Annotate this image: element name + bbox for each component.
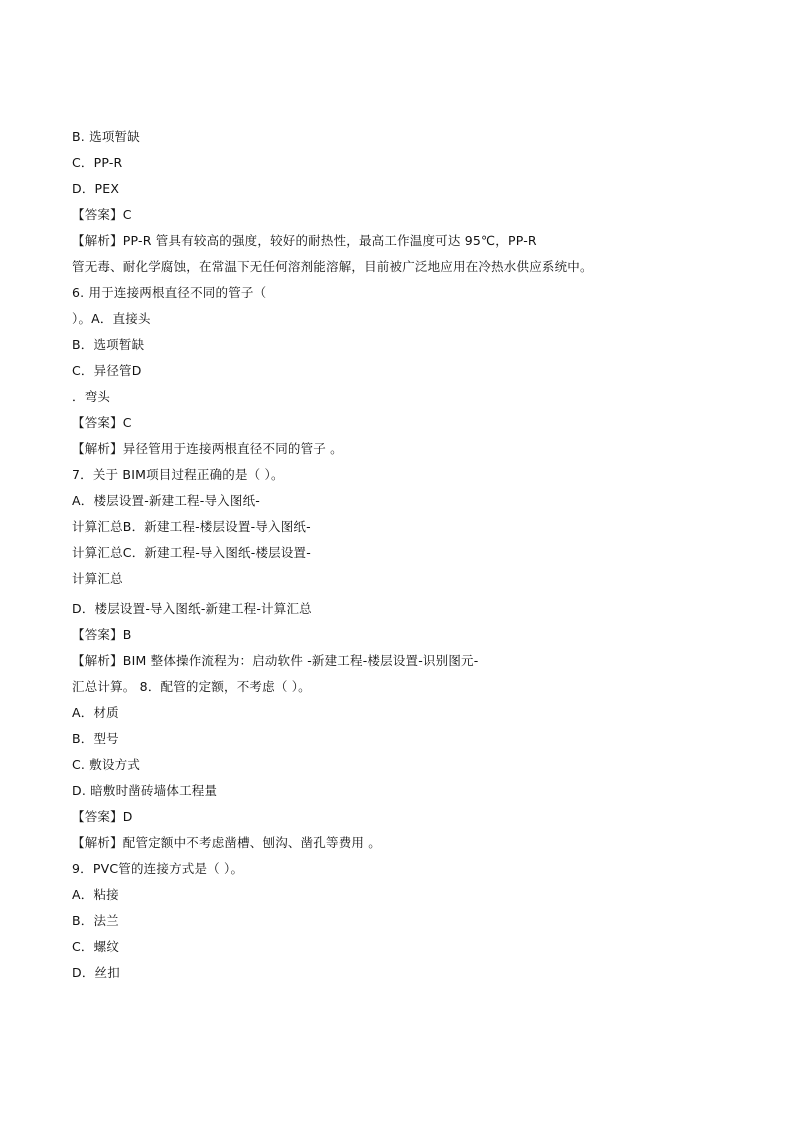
option-b-line: 计算汇总B．新建工程-楼层设置-导入图纸- [72,519,311,534]
option-b-line: B．法兰 [72,913,119,928]
option-a-line: ）。A．直接头 [72,311,151,326]
option-continuation-line: 计算汇总 [72,571,123,586]
question-9-line: 9．PVC管的连接方式是（ ）。 [72,861,244,876]
option-b-line: B．选项暂缺 [72,337,145,352]
option-a-line: A．楼层设置-新建工程-导入图纸- [72,493,260,508]
answer-line: 【答案】C [72,415,132,430]
option-d-line: D. 暗敷时凿砖墙体工程量 [72,783,218,798]
option-c-line: C．异径管D [72,363,142,378]
question-8-line: 汇总计算。 8．配管的定额，不考虑（ ）。 [72,679,311,694]
option-c-line: C．螺纹 [72,939,120,954]
option-d-line: D．楼层设置-导入图纸-新建工程-计算汇总 [72,601,312,616]
analysis-line: 【解析】BIM 整体操作流程为：启动软件 -新建工程-楼层设置-识别图元- [72,653,479,668]
option-b-line: B．型号 [72,731,119,746]
option-d-line: D．丝扣 [72,965,120,980]
option-c-line: C．PP-R [72,155,123,170]
analysis-line: 【解析】配管定额中不考虑凿槽、刨沟、凿孔等费用 。 [72,835,381,850]
analysis-line: 【解析】异径管用于连接两根直径不同的管子 。 [72,441,343,456]
option-b-line: B. 选项暂缺 [72,129,140,144]
option-a-line: A．材质 [72,705,119,720]
question-6-line: 6. 用于连接两根直径不同的管子（ [72,285,267,300]
option-d-line: ．弯头 [72,389,111,404]
answer-line: 【答案】B [72,627,132,642]
option-a-line: A．粘接 [72,887,119,902]
analysis-line: 【解析】PP-R 管具有较高的强度，较好的耐热性，最高工作温度可达 95℃，PP-R [72,233,537,248]
option-d-line: D．PEX [72,181,120,196]
option-c-line: C. 敷设方式 [72,757,141,772]
option-c-line: 计算汇总C．新建工程-导入图纸-楼层设置- [72,545,311,560]
analysis-continuation-line: 管无毒、耐化学腐蚀，在常温下无任何溶剂能溶解，目前被广泛地应用在冷热水供应系统中。 [72,259,593,274]
answer-line: 【答案】D [72,809,133,824]
answer-line: 【答案】C [72,207,132,222]
question-7-line: 7．关于 BIM项目过程正确的是（ ）。 [72,467,284,482]
